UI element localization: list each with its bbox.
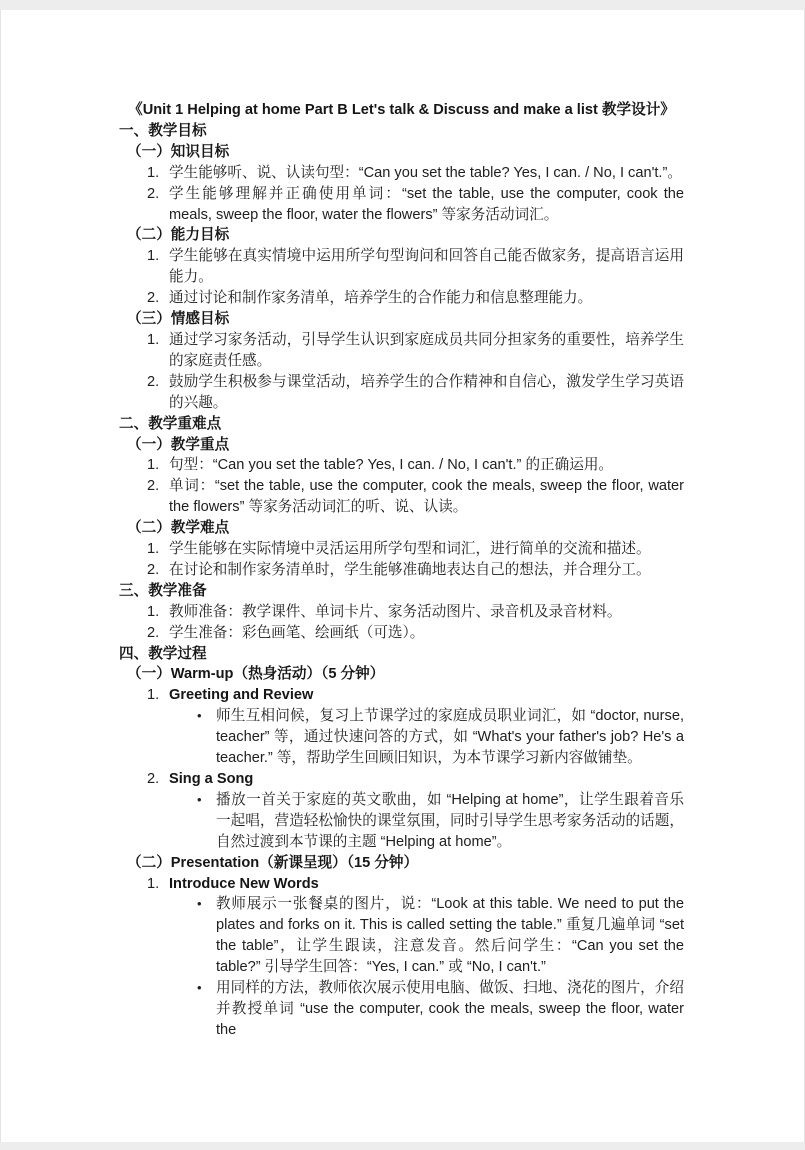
numbered-item <box>119 539 684 560</box>
numbered-item <box>119 163 684 184</box>
item-text: 播放一首关于家庭的英文歌曲，如 “Helping at home”，让学生跟着音乐一起唱，营造轻松愉快的课堂氛围，同时引导学生思考家务活动的话题，自然过渡到本节课的主题 “Helping at home”。 <box>216 791 684 850</box>
item-number: 1. <box>147 331 160 348</box>
item-text: 师生互相问候，复习上节课学过的家庭成员职业词汇，如 “doctor, nurse, teacher” 等，通过快速问答的方式，如 “What's your father's job? He's a teacher.” 等，帮助学生回顾旧知识，为本节课学习新内容做铺垫。 <box>216 708 684 767</box>
item-text: 用同样的方法，教师依次展示使用电脑、做饭、扫地、浇花的图片，介绍并教授单词 “use the computer, cook the meals, sweep the floor, water the <box>216 980 684 1038</box>
section-heading: 三、教学准备 <box>119 582 207 599</box>
item-number: 2. <box>147 185 160 202</box>
item-number: 1. <box>147 541 160 558</box>
item-text: 单词：“set the table, use the computer, cook the meals, sweep the floor, water the flowers” 等家务活动词汇的听、说、认读。 <box>169 478 684 516</box>
numbered-item <box>119 602 684 623</box>
item-text: 学生能够在真实情境中运用所学句型询问和回答自己能否做家务，提高语言运用能力。 <box>169 248 684 286</box>
numbered-item <box>119 455 684 476</box>
item-text: 在讨论和制作家务清单时，学生能够准确地表达自己的想法，并合理分工。 <box>169 561 651 578</box>
doc-body <box>119 121 684 1041</box>
numbered-item <box>119 874 684 895</box>
item-text: 教师准备：教学课件、单词卡片、家务活动图片、录音机及录音材料。 <box>169 603 622 620</box>
numbered-item <box>119 560 684 581</box>
numbered-item <box>119 372 684 414</box>
subsection-heading: （一）知识目标 <box>127 143 230 160</box>
bullet-icon: • <box>197 708 202 724</box>
section-heading: 四、教学过程 <box>119 645 207 662</box>
item-text: 学生能够听、说、认读句型：“Can you set the table? Yes, I can. / No, I can't.”。 <box>169 164 682 181</box>
item-text: 学生能够在实际情境中灵活运用所学句型和词汇，进行简单的交流和描述。 <box>169 541 651 558</box>
item-number: 2. <box>147 771 160 787</box>
numbered-item <box>119 623 684 644</box>
item-number: 1. <box>147 248 160 265</box>
item-number: 2. <box>147 624 160 641</box>
item-number: 1. <box>147 875 160 892</box>
bullet-icon: • <box>197 980 202 996</box>
section-heading: 一、教学目标 <box>119 122 207 139</box>
subsection-heading: （二）能力目标 <box>127 227 230 244</box>
subsection-heading: （一）教学重点 <box>127 436 230 453</box>
document-page <box>0 10 805 1142</box>
item-number: 2. <box>147 373 160 390</box>
subsection-heading: （二）教学难点 <box>127 520 230 537</box>
numbered-item <box>119 246 684 288</box>
item-number: 2. <box>147 478 160 495</box>
item-text: 学生能够理解并正确使用单词：“set the table, use the computer, cook the meals, sweep the floor, water the flowers” 等家务活动词汇。 <box>169 185 684 223</box>
item-text: 鼓励学生积极参与课堂活动，培养学生的合作精神和自信心，激发学生学习英语的兴趣。 <box>169 373 684 411</box>
doc-title: 《Unit 1 Helping at home Part B Let's talk & Discuss and make a list 教学设计》 <box>128 102 675 118</box>
bullet-item <box>119 978 684 1041</box>
item-text: 教师展示一张餐桌的图片，说：“Look at this table. We need to put the plates and forks on it. This is called setting the table.” 重复几遍单词 “set the table”，让学生跟读，注意发音。然后问学生：“Can you set the table?” 引导学生回答：“Yes, I can.” 或 “No, I can't.” <box>216 896 684 976</box>
numbered-item <box>119 288 684 309</box>
item-text: 句型：“Can you set the table? Yes, I can. / No, I can't.” 的正确运用。 <box>169 457 614 474</box>
item-number: 1. <box>147 687 160 704</box>
subsection-heading: （三）情感目标 <box>127 311 230 328</box>
numbered-item <box>119 184 684 226</box>
item-number: 2. <box>147 561 160 578</box>
item-text: Introduce New Words <box>169 875 319 892</box>
subsection-heading: （二）Presentation（新课呈现）（15 分钟） <box>127 854 419 871</box>
item-number: 1. <box>147 603 160 620</box>
item-text: 通过讨论和制作家务清单，培养学生的合作能力和信息整理能力。 <box>169 290 593 307</box>
bullet-item <box>119 706 684 769</box>
numbered-item <box>119 685 684 706</box>
numbered-item <box>119 769 684 790</box>
item-text: Greeting and Review <box>169 687 314 704</box>
numbered-item <box>119 330 684 372</box>
bullet-icon: • <box>197 791 202 807</box>
item-number: 2. <box>147 290 160 307</box>
bullet-item <box>119 894 684 978</box>
item-text: Sing a Song <box>169 771 254 787</box>
numbered-item <box>119 476 684 518</box>
item-number: 1. <box>147 457 160 474</box>
item-number: 1. <box>147 164 160 181</box>
bullet-icon: • <box>197 896 202 912</box>
bullet-item <box>119 790 684 853</box>
section-heading: 二、教学重难点 <box>119 415 222 432</box>
item-text: 通过学习家务活动，引导学生认识到家庭成员共同分担家务的重要性，培养学生的家庭责任感。 <box>169 331 684 369</box>
item-text: 学生准备：彩色画笔、绘画纸（可选）。 <box>169 624 425 641</box>
subsection-heading: （一）Warm-up（热身活动）（5 分钟） <box>127 666 385 683</box>
